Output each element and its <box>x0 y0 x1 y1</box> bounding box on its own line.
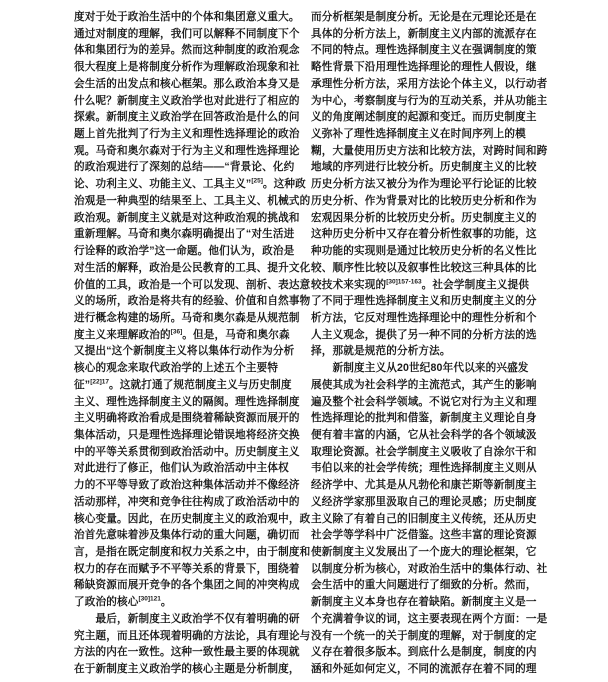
text-line: 较、顺序性比较以及叙事性比较这三种具体的比 <box>311 261 537 274</box>
text-line: 种功能的实现则是通过比较历史分析的名义性比 <box>311 245 537 258</box>
text-line: 进行概念构建的场所。马奇和奥尔森是从规范制 <box>74 311 300 324</box>
text-line: 性选择理论的批判和借鉴，新制度主义理论自身 <box>311 412 537 425</box>
page <box>74 9 548 678</box>
text-line: 主义除了有着自己的旧制度主义传统，还从历史 <box>311 512 537 525</box>
text-line: 会生活中的重大问题进行了细致的分析。然而， <box>311 579 537 592</box>
text-line: 而分析框架是制度分析。无论是在元理论还是在 <box>311 11 537 23</box>
text-line: 以制度分析为核心，对政治生活中的集体行动、社 <box>311 562 548 575</box>
text-line: 对此进行了修正，他们认为政治活动中主体权 <box>74 462 289 475</box>
text-line: 承理性分析方法，采用方法论个体主义，以行动者 <box>311 77 548 90</box>
text-line: 社会学等学科中广泛借鉴。这些丰富的理论资源 <box>311 529 537 542</box>
text-line: 度主义来理解政治的[36]。但是，马奇和奥尔森 <box>74 328 290 341</box>
text-line: 最后，新制度主义政治学不仅有着明确的研 <box>74 612 300 625</box>
text-line: 方法的内在一致性。这种一致性最主要的体现就 <box>74 646 300 659</box>
text-line: 言，是指在既定制度和权力关系之中，由于制度和 <box>74 546 311 558</box>
text-line: 为中心，考察制度与行为的互动关系，并从功能主 <box>311 94 548 107</box>
text-line: 糊，大量使用历史方法和比较方法，对跨时间和跨 <box>311 144 548 157</box>
text-line: 价值的工具，政治是一个可以发现、剖析、表达意 <box>74 278 311 291</box>
text-line: 这种历史分析中又存在着分析性叙事的功能，这 <box>311 228 537 241</box>
text-line: 韦伯以来的社会学传统；理性选择制度主义则从 <box>311 462 537 475</box>
text-line: 经济学中、尤其是从凡勃伦和康芒斯等新制度主 <box>311 479 537 492</box>
text-line: 历史分析方法又被分为作为理论平行论证的比较 <box>311 178 537 191</box>
text-line: 力的不平等导致了政治这种集体活动并不像经济 <box>74 479 300 492</box>
text-line: 治首先意味着涉及集体行动的重大问题，确切而 <box>74 529 300 542</box>
text-line: 又提出“这个新制度主义将以集体行动作为分析 <box>74 345 295 358</box>
text-line: 义经济学家那里汲取自己的理论灵感；历史制度 <box>311 495 537 508</box>
text-line: 的政治观进行了深刻的总结——“背景论、化约 <box>74 161 295 174</box>
text-line: 历史分析、作为背景对比的比较历史分析和作为 <box>311 194 537 207</box>
text-line: 会生活的出发点和核心框架。那么政治本身又是 <box>74 77 300 90</box>
text-line: 义的场所，政治是将共有的经验、价值和自然事物 <box>74 295 311 308</box>
text-line: 集体活动，只是理性选择理论错误地将经济交换 <box>74 428 300 441</box>
text-line: 没有一个统一的关于制度的理解，对于制度的定 <box>311 629 537 642</box>
text-line: 核心变量。因此，在历史制度主义的政治观中，政 <box>74 512 311 525</box>
text-line: 义的角度阐述制度的起源和变迁。而历史制度主 <box>311 111 537 124</box>
text-line: 中的平等关系贯彻到政治活动中。历史制度主义 <box>74 445 300 458</box>
text-line: 活动那样，冲突和竞争往往构成了政治活动中的 <box>74 495 300 508</box>
text-line: 涵和外延如何定义，不同的流派存在着不同的理 <box>311 663 537 676</box>
text-line: 核心的观念来取代政治学的上述五个主要特 <box>74 362 279 375</box>
text-column-left <box>74 9 311 678</box>
text-line: 新制度主义本身也存在着缺陷。新制度主义是一 <box>311 596 537 609</box>
text-line: 究主题，而且还体现着明确的方法论，具有理论与 <box>74 629 311 642</box>
text-line: 政治观。新制度主义就是对这种政治观的挑战和 <box>74 211 300 224</box>
text-line: 了政治的核心$^{[30]121}$。 <box>74 595 172 609</box>
text-line: 重新理解。马奇和奥尔森明确提出了“对生活进 <box>74 228 295 241</box>
text-line: 展使其成为社会科学的主流范式，其产生的影响 <box>311 378 537 391</box>
text-line: 了不同于理性选择制度主义和历史制度主义的分 <box>311 295 537 308</box>
text-line: 主义明确将政治看成是围绕着稀缺资源而展开的 <box>74 412 300 425</box>
text-line: 在于新制度主义政治学的核心主题是分析制度， <box>74 663 300 676</box>
text-line: 不同的特点。理性选择制度主义在强调制度的策 <box>311 44 537 57</box>
text-line: 析方法，它反对理性选择理论中的理性分析和个 <box>311 311 537 324</box>
text-line: 度对于处于政治生活中的个体和集团意义重大。 <box>74 11 300 23</box>
text-line: 使新制度主义发展出了一个庞大的理论框架，它 <box>311 546 537 558</box>
text-line: 新制度主义从20世纪80年代以来的兴盛发 <box>311 362 529 375</box>
text-line: 主义、理性选择制度主义的隔阂。理性选择制度 <box>74 395 300 408</box>
text-line: 略性背景下沿用理性选择理论的理性人假设，继 <box>311 61 537 74</box>
text-line: 便有着丰富的内涵，它从社会科学的各个领域汲 <box>311 428 537 441</box>
text-line: 治观是一种典型的结果至上、工具主义、机械式的 <box>74 194 311 207</box>
text-line: 义存在着很多版本。到底什么是制度，制度的内 <box>311 646 537 659</box>
text-line: 行诠释的政治学”这一命题。他们认为，政治是 <box>74 245 295 258</box>
text-line: 论、功利主义、功能主义、工具主义”[25]。这种政 <box>74 177 306 191</box>
text-line: 人主义观念，提供了另一种不同的分析方法的选 <box>311 328 537 341</box>
text-line: 征”$^{[22]17}$。这就打通了规范制度主义与历史制度 <box>74 378 292 391</box>
text-line: 体和集团行为的差异。然而这种制度的政治观念 <box>74 44 300 57</box>
text-line: 稀缺资源而展开竞争的各个集团之间的冲突构成 <box>74 579 300 592</box>
text-line: 对生活的解释，政治是公民教育的工具、提升文化 <box>74 261 311 274</box>
text-line: 具体的分析方法上，新制度主义内部的流派存在 <box>311 27 537 40</box>
text-line: 权力的存在而赋予不平等关系的背景下，围绕着 <box>74 562 300 575</box>
text-line: 个充满着争议的词，这主要表现在两个方面：一是 <box>311 612 548 625</box>
text-line: 通过对制度的理解，我们可以解释不同制度下个 <box>74 27 300 40</box>
text-line: 探索。新制度主义政治学在回答政治是什么的问 <box>74 111 300 124</box>
text-line: 遍及整个社会科学领域。不说它对行为主义和理 <box>311 395 537 408</box>
text-line: 观。马奇和奥尔森对于行为主义和理性选择理论 <box>74 144 300 157</box>
text-line: 较技术来实现的$^{[30]157-163}$。社会学制度主义提供 <box>311 277 530 291</box>
text-line: 择，那就是规范的分析方法。 <box>311 345 451 358</box>
text-line: 很大程度上是将制度分析作为理解政治现象和社 <box>74 61 300 74</box>
text-line: 义弥补了理性选择制度主义在时间序列上的模 <box>311 128 526 141</box>
text-line: 题上首先批判了行为主义和理性选择理论的政治 <box>74 128 300 141</box>
text-line: 地域的序列进行比较分析。历史制度主义的比较 <box>311 161 537 174</box>
text-line: 宏观因果分析的比较历史分析。历史制度主义的 <box>311 211 537 224</box>
text-line: 什么呢？新制度主义政治学也对此进行了相应的 <box>74 94 300 107</box>
text-column-right <box>311 9 548 678</box>
text-line: 取理论资源。社会学制度主义吸收了自涂尔干和 <box>311 445 537 458</box>
